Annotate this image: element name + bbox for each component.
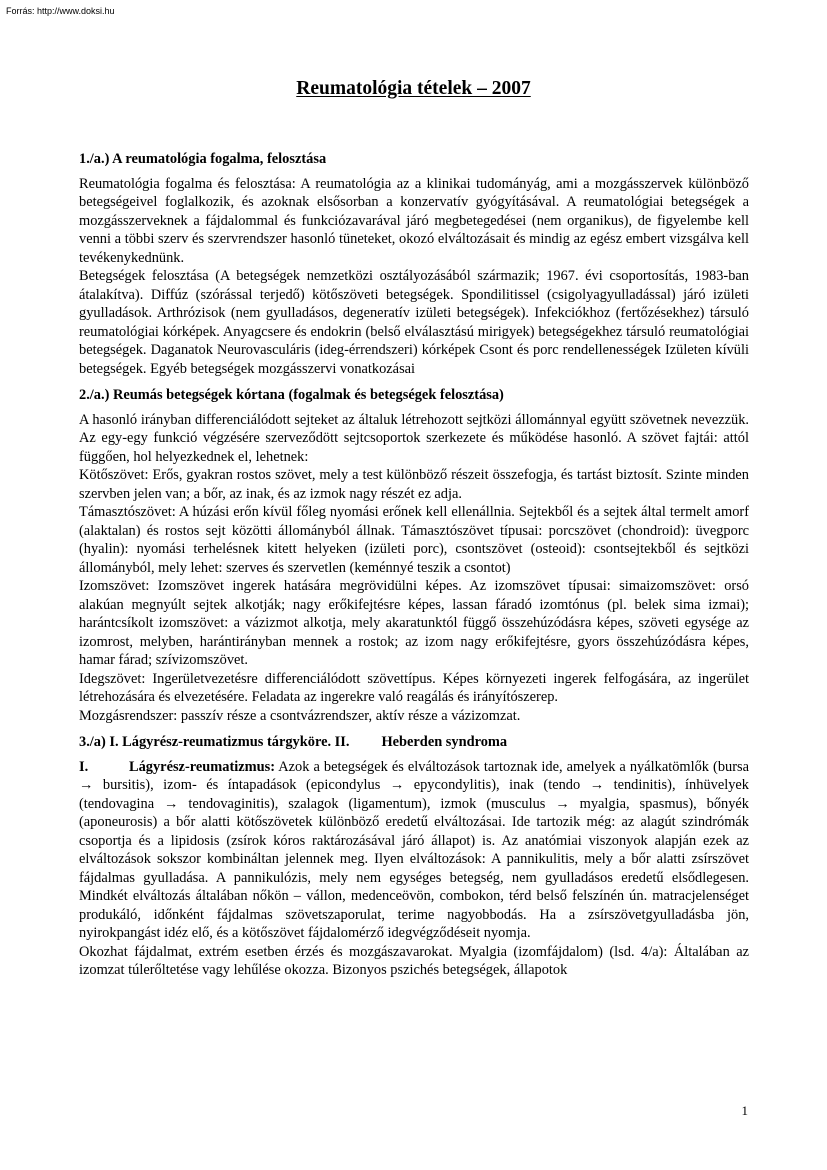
paragraph: Okozhat fájdalmat, extrém esetben érzés és mozgászavarokat. Myalgia (izomfájdalom) (lsd. 4/a): Általában az izomzat túlerőltetése vagy lehűlése okozza. Bizonyos pszichés betegségek, állapotok [79,943,749,978]
paragraph: Mozgásrendszer: passzív része a csontvázrendszer, aktív része a vázizomzat. [79,707,521,724]
paragraph [79,758,749,943]
document-title: Reumatológia tételek – 2007 [296,78,531,99]
section-heading [79,733,749,752]
lead-term: Lágyrész-reumatizmus: [129,758,276,775]
lead-text: Azok a betegségek és elváltozások tartoznak ide, amelyek a nyálkatömlők (bursa → bursitis), izom- és íntapadások (epicondylus → epycondylitis), inak (tendo → tendinitis), ínhüvelyek (tendovagina → tendovaginitis), szalagok (ligamentum), izmok (musculus → myalgia, spasmus), bőnyék (aponeurosis) a bőr alatti kötőszövetek különböző eredetű elváltozásai. Ide tartozik még: az alagút szindrómák csoportja és a lipidosis (zsírok kóros raktározásával járó állapot) is. Az anatómiai viszonyok alapján ezek az elváltozások sokszor kombináltan jelennek meg. Ilyen elváltozások: A pannikulitis, mely a bőr alatti zsírszövet fájdalmas gyulladása. A pannikulózis, mely nem egységes betegség, nem gyulladásos eredetű elsődlegesen. Mindkét elváltozás általában nőkön – vállon, medenceövön, combokon, térd belső felszínén ún. matracjelenséget produkáló, időnként fájdalmas szövetszaporulat, terime nagyobbodás. Ha a zsírszövetgyulladásba jön, nyirokpangást idéz elő, és a kötőszövet fájdalomérző idegvégződéseit nyomja. [79,758,749,941]
paragraph: Reumatológia fogalma és felosztása: A reumatológia az a klinikai tudományág, ami a mozgásszervek különböző betegségeivel foglalkozik, és azoknak elsősorban a konzervatív gyógyításával. A reumatológiai betegségek a mozgásszerveknek a fájdalommal és funkciózavarával járó megbetegedései (nem organikus), de figyelembe kell venni a többi szerv és szervrendszer hasonló tüneteket, okozó elváltozásait és mindig az egész embert vizsgálva kell tevékenykednünk. [79,175,749,266]
paragraph: Kötőszövet: Erős, gyakran rostos szövet, mely a test különböző részeit összefogja, és tartást biztosít. Szinte minden szervben jelen van; a bőr, az inak, és az izmok nagy részét ez adja. [79,467,749,502]
section-3 [79,733,749,980]
paragraph: Betegségek felosztása (A betegségek nemzetközi osztályozásából származik; 1967. évi csoportosítás, 1983-ban átalakítva). Diffúz (szórással terjedő) kötőszöveti betegségek. Spondilitissel (csigolyagyulladással) járó izületi gyulladások. Arthrózisok (nem gyulladásos, degeneratív izületi betegségek). Infekciókhoz (fertőzésekhez) társuló reumatológiai kórképek. Anyagcsere és endokrin (belső elválasztású mirigyek) betegségekhez társuló reumatológiai betegségek. Daganatok Neurovasculáris (ideg-érrendszeri) kórképek Csont és porc rendellenességek Izületen kívüli betegségek. Egyéb betegségek mozgásszervi vonatkozásai [79,268,749,377]
page-number: 1 [741,1103,748,1118]
paragraph: A hasonló irányban differenciálódott sejteket az általuk létrehozott sejtközi állománnyal együtt szövetnek nevezzük. Az egy-egy funkció végzésére szerveződött sejtcsoportok szerkezete és működése hasonló. A szövet fajtái: attól függően, hol helyezkednek el, lehetnek: [79,411,749,465]
section-1 [79,150,749,378]
section-heading: 2./a.) Reumás betegségek kórtana (fogalmak és betegségek felosztása) [79,387,504,403]
document-body [79,150,749,988]
section-heading: 1./a.) A reumatológia fogalma, felosztása [79,151,327,167]
section-2 [79,386,749,725]
roman-numeral: I. [79,758,89,775]
paragraph: Támasztószövet: A húzási erőn kívül főleg nyomási erőnek kell ellenállnia. Sejtekből és a sejtek által termelt amorf (alaktalan) és rostos sejt közötti állományból állnak. Támasztószövet típusai: porcszövet (chondroid): üvegporc (hyalin): nyomási terhelésnek kitett helyeken (izületi porc), csontszövet (osteoid): csontsejtekből és sejtközi állományból, mely lehet: szerves és szervetlen (keménnyé teszik a csontot) [79,504,749,576]
paragraph: Izomszövet: Izomszövet ingerek hatására megrövidülni képes. Az izomszövet típusai: simaizomszövet: orsó alakúan megnyúlt sejtek alkotják; nagy erőkifejtésre képes, lassan fáradó izomtónus (pl. belek sima izmai); harántcsíkolt izomszövet: a vázizmot alkotja, mely akaratunktól függő összehúzódásra képes, szöveti egysége az izomrost, melyben, harántirányban mennek a rostok; az izom nagy erőkifejtésre, gyors összehúzódásra képes, hamar fárad; szívizomszövet. [79,578,749,668]
source-note: Forrás: http://www.doksi.hu [6,6,115,16]
heading-part-2: Heberden syndroma [381,734,508,750]
heading-part-1: 3./a) I. Lágyrész-reumatizmus tárgyköre. II. [79,734,350,750]
paragraph: Idegszövet: Ingerületvezetésre differenciálódott szövettípus. Képes környezeti ingerek felfogására, az ingerület létrehozására és elvezetésére. Feladata az ingerekre való reagálás és irányítószerep. [79,670,749,705]
